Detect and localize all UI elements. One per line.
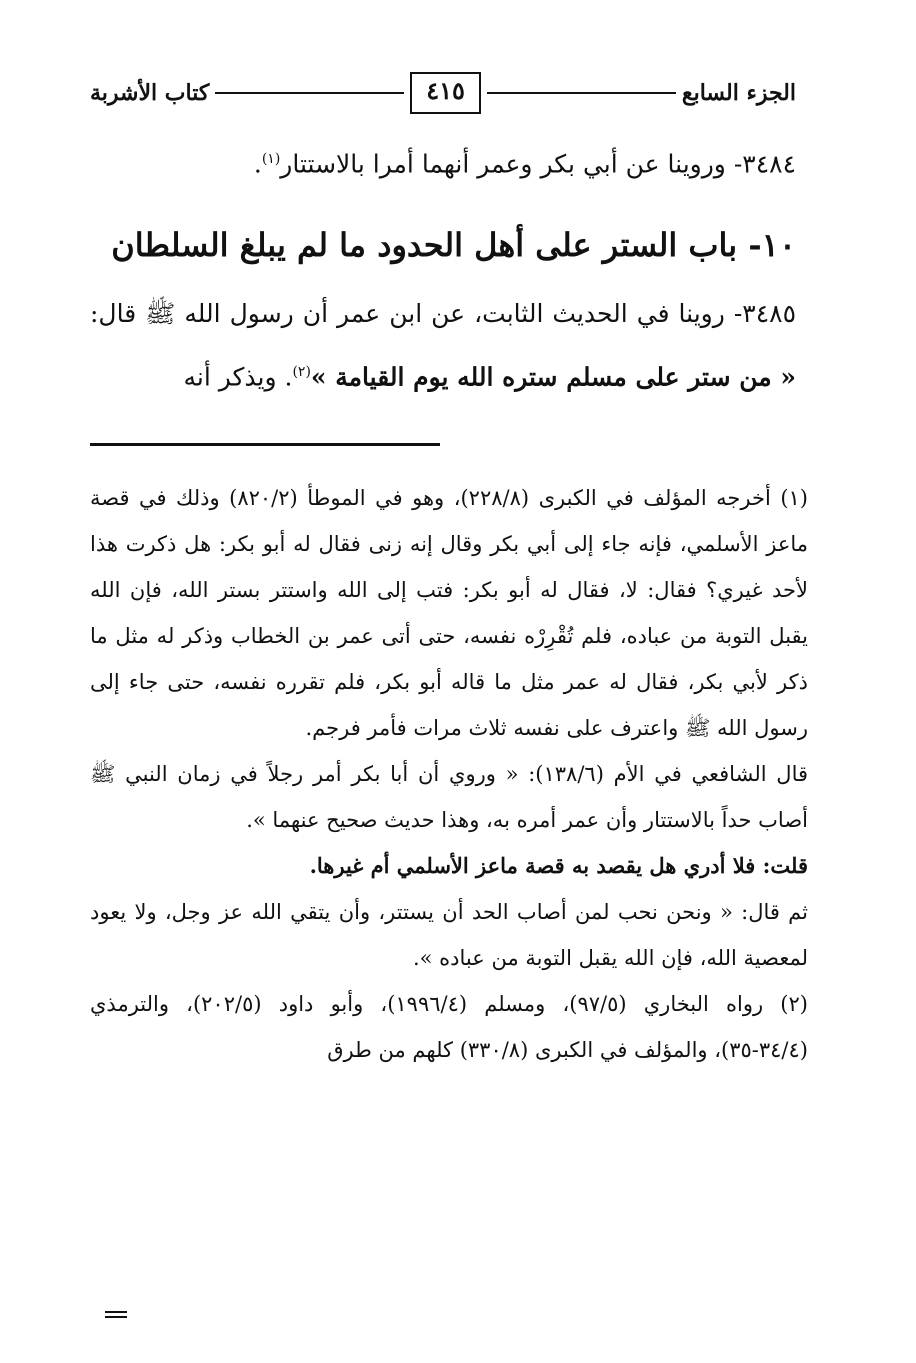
- paragraph-3485-text-a: ٣٤٨٥- روينا في الحديث الثابت، عن ابن عمر أن رسول الله ﷺ قال:: [90, 299, 796, 329]
- footnote-1: (١) أخرجه المؤلف في الكبرى (٢٢٨/٨)، وهو في الموطأ (٨٢٠/٢) وذلك في قصة ماعز الأسلمي، فإنه جاء إلى أبي بكر وقال إنه زنى فقال له أبو بكر: هل ذكرت هذا لأحد غيري؟ فقال: لا، فقال له أبو بكر: فتب إلى الله واستتر بستر الله، فإن الله يقبل التوبة من عباده، فلم تُقْرِرْه نفسه، حتى أتى عمر بن الخطاب وذكر له مثل ما ذكر لأبي بكر، فقال له عمر مثل ما قاله أبو بكر، فلم تقرره نفسه، حتى جاء إلى رسول الله ﷺ واعترف على نفسه ثلاث مرات فأمر فرجم.: [90, 486, 808, 740]
- chapter-heading: ١٠- باب الستر على أهل الحدود ما لم يبلغ السلطان: [111, 226, 796, 265]
- footnote-ref-1: (١): [261, 151, 281, 167]
- footnote-1-shafii: قال الشافعي في الأم (١٣٨/٦): « وروي أن أبا بكر أمر رجلاً في زمان النبي ﷺ أصاب حداً بالاستتار وأن عمر أمره به، وهذا حديث صحيح عنهما ».: [90, 762, 809, 832]
- footnote-ref-2: (٢): [292, 364, 311, 381]
- paragraph-3484-text: ٣٤٨٤- وروينا عن أبي بكر وعمر أنهما أمرا بالاستتار: [280, 149, 796, 179]
- footnotes: [90, 475, 808, 1073]
- volume-label: الجزء السابع: [681, 80, 796, 106]
- book-title: كتاب الأشربة: [90, 80, 210, 106]
- book-page: [90, 40, 809, 1363]
- paragraph-3485-text-b: . ويذكر أنه: [183, 362, 293, 392]
- page-header: [90, 68, 796, 118]
- continuation-mark: [105, 1308, 127, 1318]
- footnote-1-comment: قلت: فلا أدري هل يقصد به قصة ماعز الأسلمي أم غيرها.: [309, 853, 808, 878]
- hadith-quote: « من ستر على مسلم ستره الله يوم القيامة »: [310, 362, 796, 392]
- header-rule-right: [487, 92, 676, 94]
- paragraph-3484: [90, 130, 796, 193]
- page-number: ٤١٥: [410, 72, 481, 114]
- header-rule-left: [215, 92, 404, 94]
- main-text: [90, 130, 796, 407]
- footnote-separator: [90, 443, 440, 446]
- paragraph-3484-end: .: [253, 149, 262, 179]
- paragraph-3485: [90, 285, 796, 406]
- footnote-1-continuation: ثم قال: « ونحن نحب لمن أصاب الحد أن يستتر، وأن يتقي الله عز وجل، ولا يعود لمعصية الله، فإن الله يقبل التوبة من عباده ».: [90, 900, 808, 970]
- footnote-2: (٢) رواه البخاري (٩٧/٥)، ومسلم (١٩٩٦/٤)، وأبو داود (٢٠٢/٥)، والترمذي (٣٤/٤-٣٥)، والمؤلف في الكبرى (٣٣٠/٨) كلهم من طرق: [90, 992, 808, 1062]
